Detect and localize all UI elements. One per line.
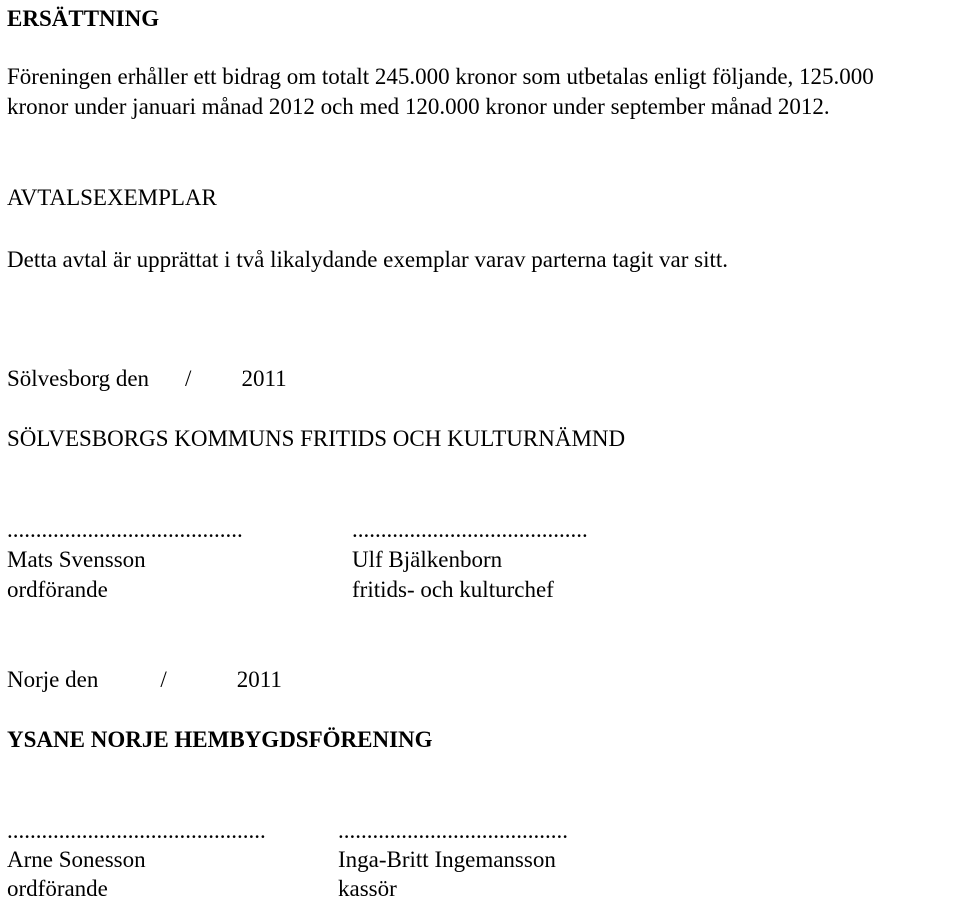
signing2-left-signature-line: ............................................. [7,818,266,843]
signing1-right-signature-line: ......................................... [352,517,588,542]
signing1-slash: / [185,366,192,391]
signing1-left-role: ordförande [7,577,108,602]
paragraph-line-1: Föreningen erhåller ett bidrag om totalt 245.000 kronor som utbetalas enligt följande, 125.000 [7,64,874,89]
signing2-slash: / [160,667,167,692]
signing2-right-name: Inga-Britt Ingemansson [338,847,556,872]
signing2-year: 2011 [236,667,282,692]
signing1-place-date [7,364,287,394]
signing1-year: 2011 [241,366,287,391]
paragraph-line-2: kronor under januari månad 2012 och med 120.000 kronor under september månad 2012. [7,94,830,119]
signing2-place: Norje den [7,667,99,692]
signing2-place-date [7,665,282,695]
signing1-left-name: Mats Svensson [7,547,146,572]
signing1-place: Sölvesborg den [7,366,150,391]
avtal-text: Detta avtal är upprättat i två likalydande exemplar varav parterna tagit var sitt. [7,247,728,272]
signing2-left-role: ordförande [7,876,108,901]
section-title-avtalsexemplar: AVTALSEXEMPLAR [7,185,217,210]
signing1-left-signature-line: ......................................... [7,517,243,542]
signing1-right-name: Ulf Bjälkenborn [352,547,503,572]
signing1-right-role: fritids- och kulturchef [352,577,554,602]
signing2-right-role: kassör [338,876,397,901]
signing2-right-signature-line: ........................................ [338,818,568,843]
signing2-left-name: Arne Sonesson [7,847,146,872]
signing1-organization: SÖLVESBORGS KOMMUNS FRITIDS OCH KULTURNÄMND [7,426,626,451]
section-heading-ersattning: ERSÄTTNING [7,6,160,31]
signing2-organization: YSANE NORJE HEMBYGDSFÖRENING [7,727,433,752]
